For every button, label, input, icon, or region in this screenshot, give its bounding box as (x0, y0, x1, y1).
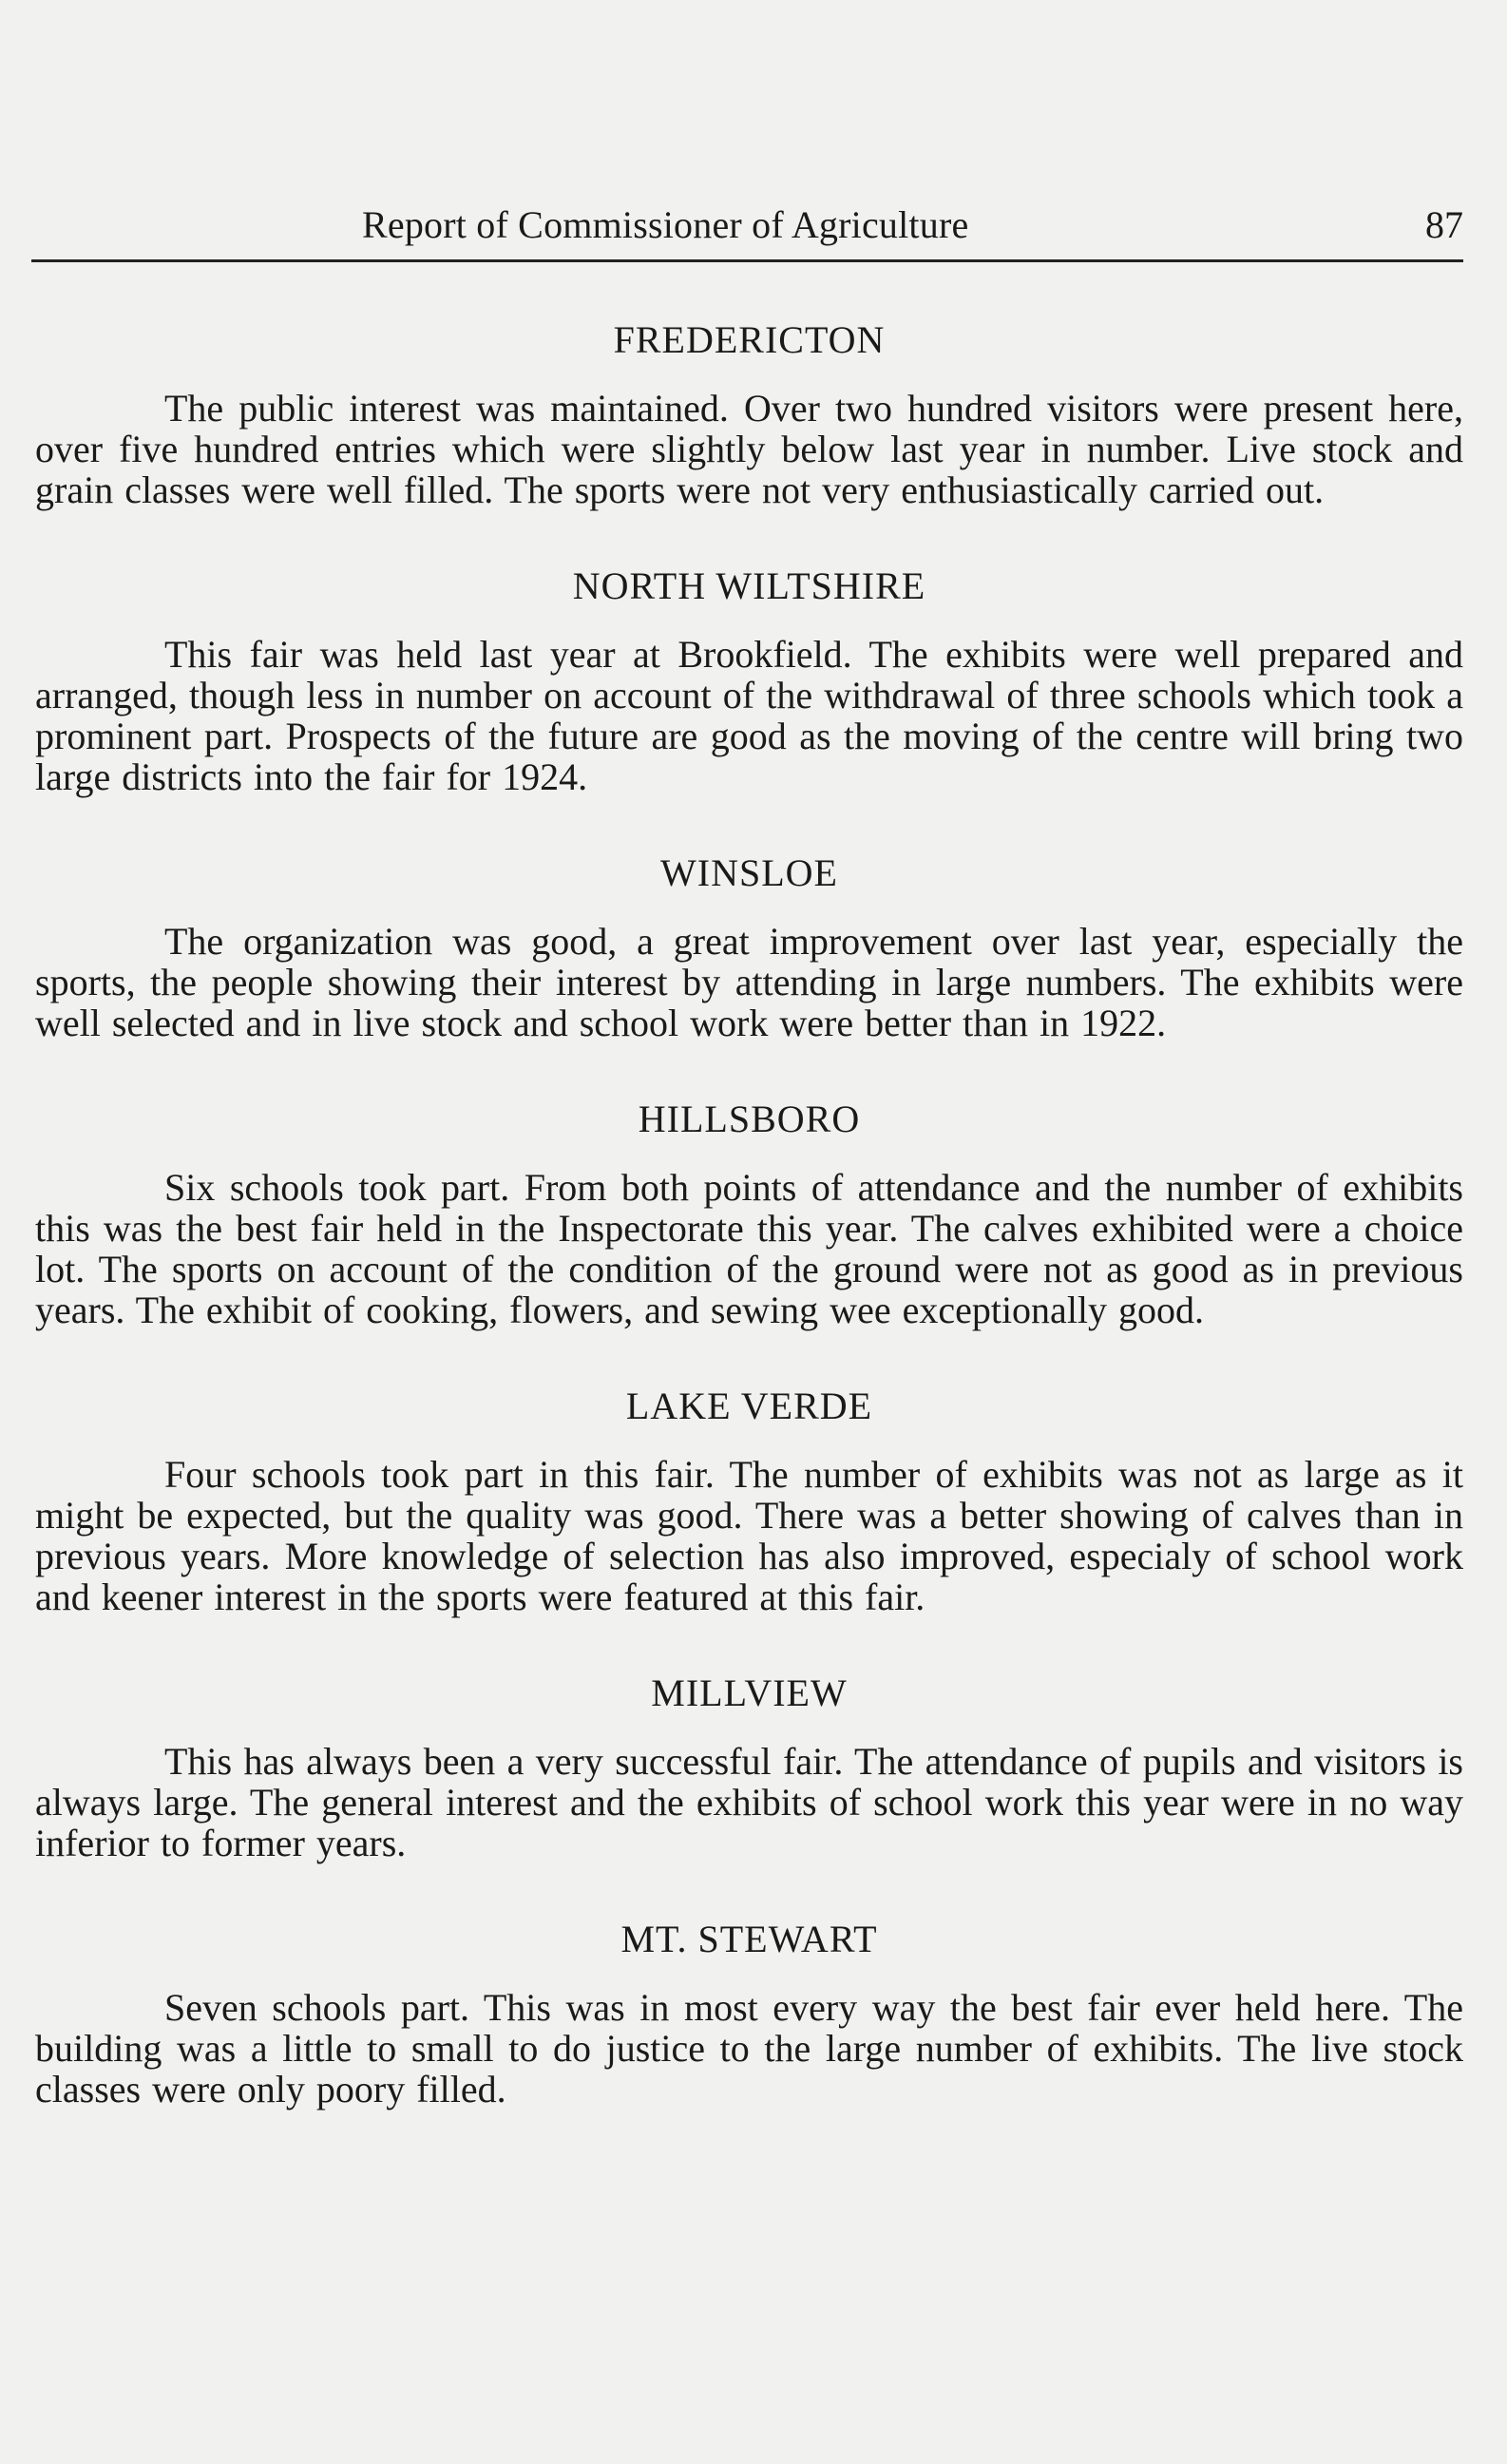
section-lake-verde (35, 1380, 1463, 1617)
section-heading: NORTH WILTSHIRE (572, 564, 926, 607)
section-paragraph: This fair was held last year at Brookfield. The exhibits were well prepared and arranged, though less in number on account of the withdrawal of three schools which took a prominent part. Prospects of the future are good as the moving of the centre will bring two large districts into the fair for 1924. (35, 633, 1463, 798)
section-heading: LAKE VERDE (625, 1385, 873, 1427)
section-heading: MT. STEWART (620, 1918, 878, 1960)
page-number: 87 (1425, 203, 1463, 246)
section-heading: HILLSBORO (638, 1098, 861, 1140)
section-heading: WINSLOE (660, 851, 838, 894)
section-mt-stewart (35, 1913, 1463, 2110)
section-fredericton (35, 314, 1463, 510)
section-paragraph: The organization was good, a great improvement over last year, especially the sports, the people showing their interest by attending in large numbers. The exhibits were well selected and in live stock and school work were better than in 1922. (35, 920, 1463, 1044)
running-title: Report of Commissioner of Agriculture (362, 203, 969, 246)
section-north-wiltshire (35, 560, 1463, 797)
section-heading: FREDERICTON (613, 318, 886, 361)
page-header (31, 195, 1463, 262)
page-body (35, 314, 1463, 2159)
section-millview (35, 1667, 1463, 1863)
section-paragraph: Four schools took part in this fair. The number of exhibits was not as large as it might be expected, but the quality was good. There was a better showing of calves than in previous years. More knowledge of selection has also improved, especialy of school work and keener interest in the sports were featured at this fair. (35, 1453, 1463, 1618)
section-paragraph: The public interest was maintained. Over two hundred visitors were present here, over five hundred entries which were slightly below last year in number. Live stock and grain classes were well filled. The sports were not very enthusiastically carried out. (35, 387, 1463, 511)
section-paragraph: This has always been a very successful fair. The attendance of pupils and visitors is always large. The general interest and the exhibits of school work this year were in no way inferior to former years. (35, 1740, 1463, 1864)
section-paragraph: Seven schools part. This was in most every way the best fair ever held here. The building was a little to small to do justice to the large number of exhibits. The live stock classes were only poory filled. (35, 1986, 1463, 2111)
section-winsloe (35, 847, 1463, 1043)
section-heading: MILLVIEW (651, 1671, 848, 1714)
section-paragraph: Six schools took part. From both points of attendance and the number of exhibits this was the best fair held in the Inspectorate this year. The calves exhibited were a choice lot. The sports on account of the condition of the ground were not as good as in previous years. The exhibit of cooking, flowers, and sewing wee exceptionally good. (35, 1166, 1463, 1331)
section-hillsboro (35, 1093, 1463, 1330)
